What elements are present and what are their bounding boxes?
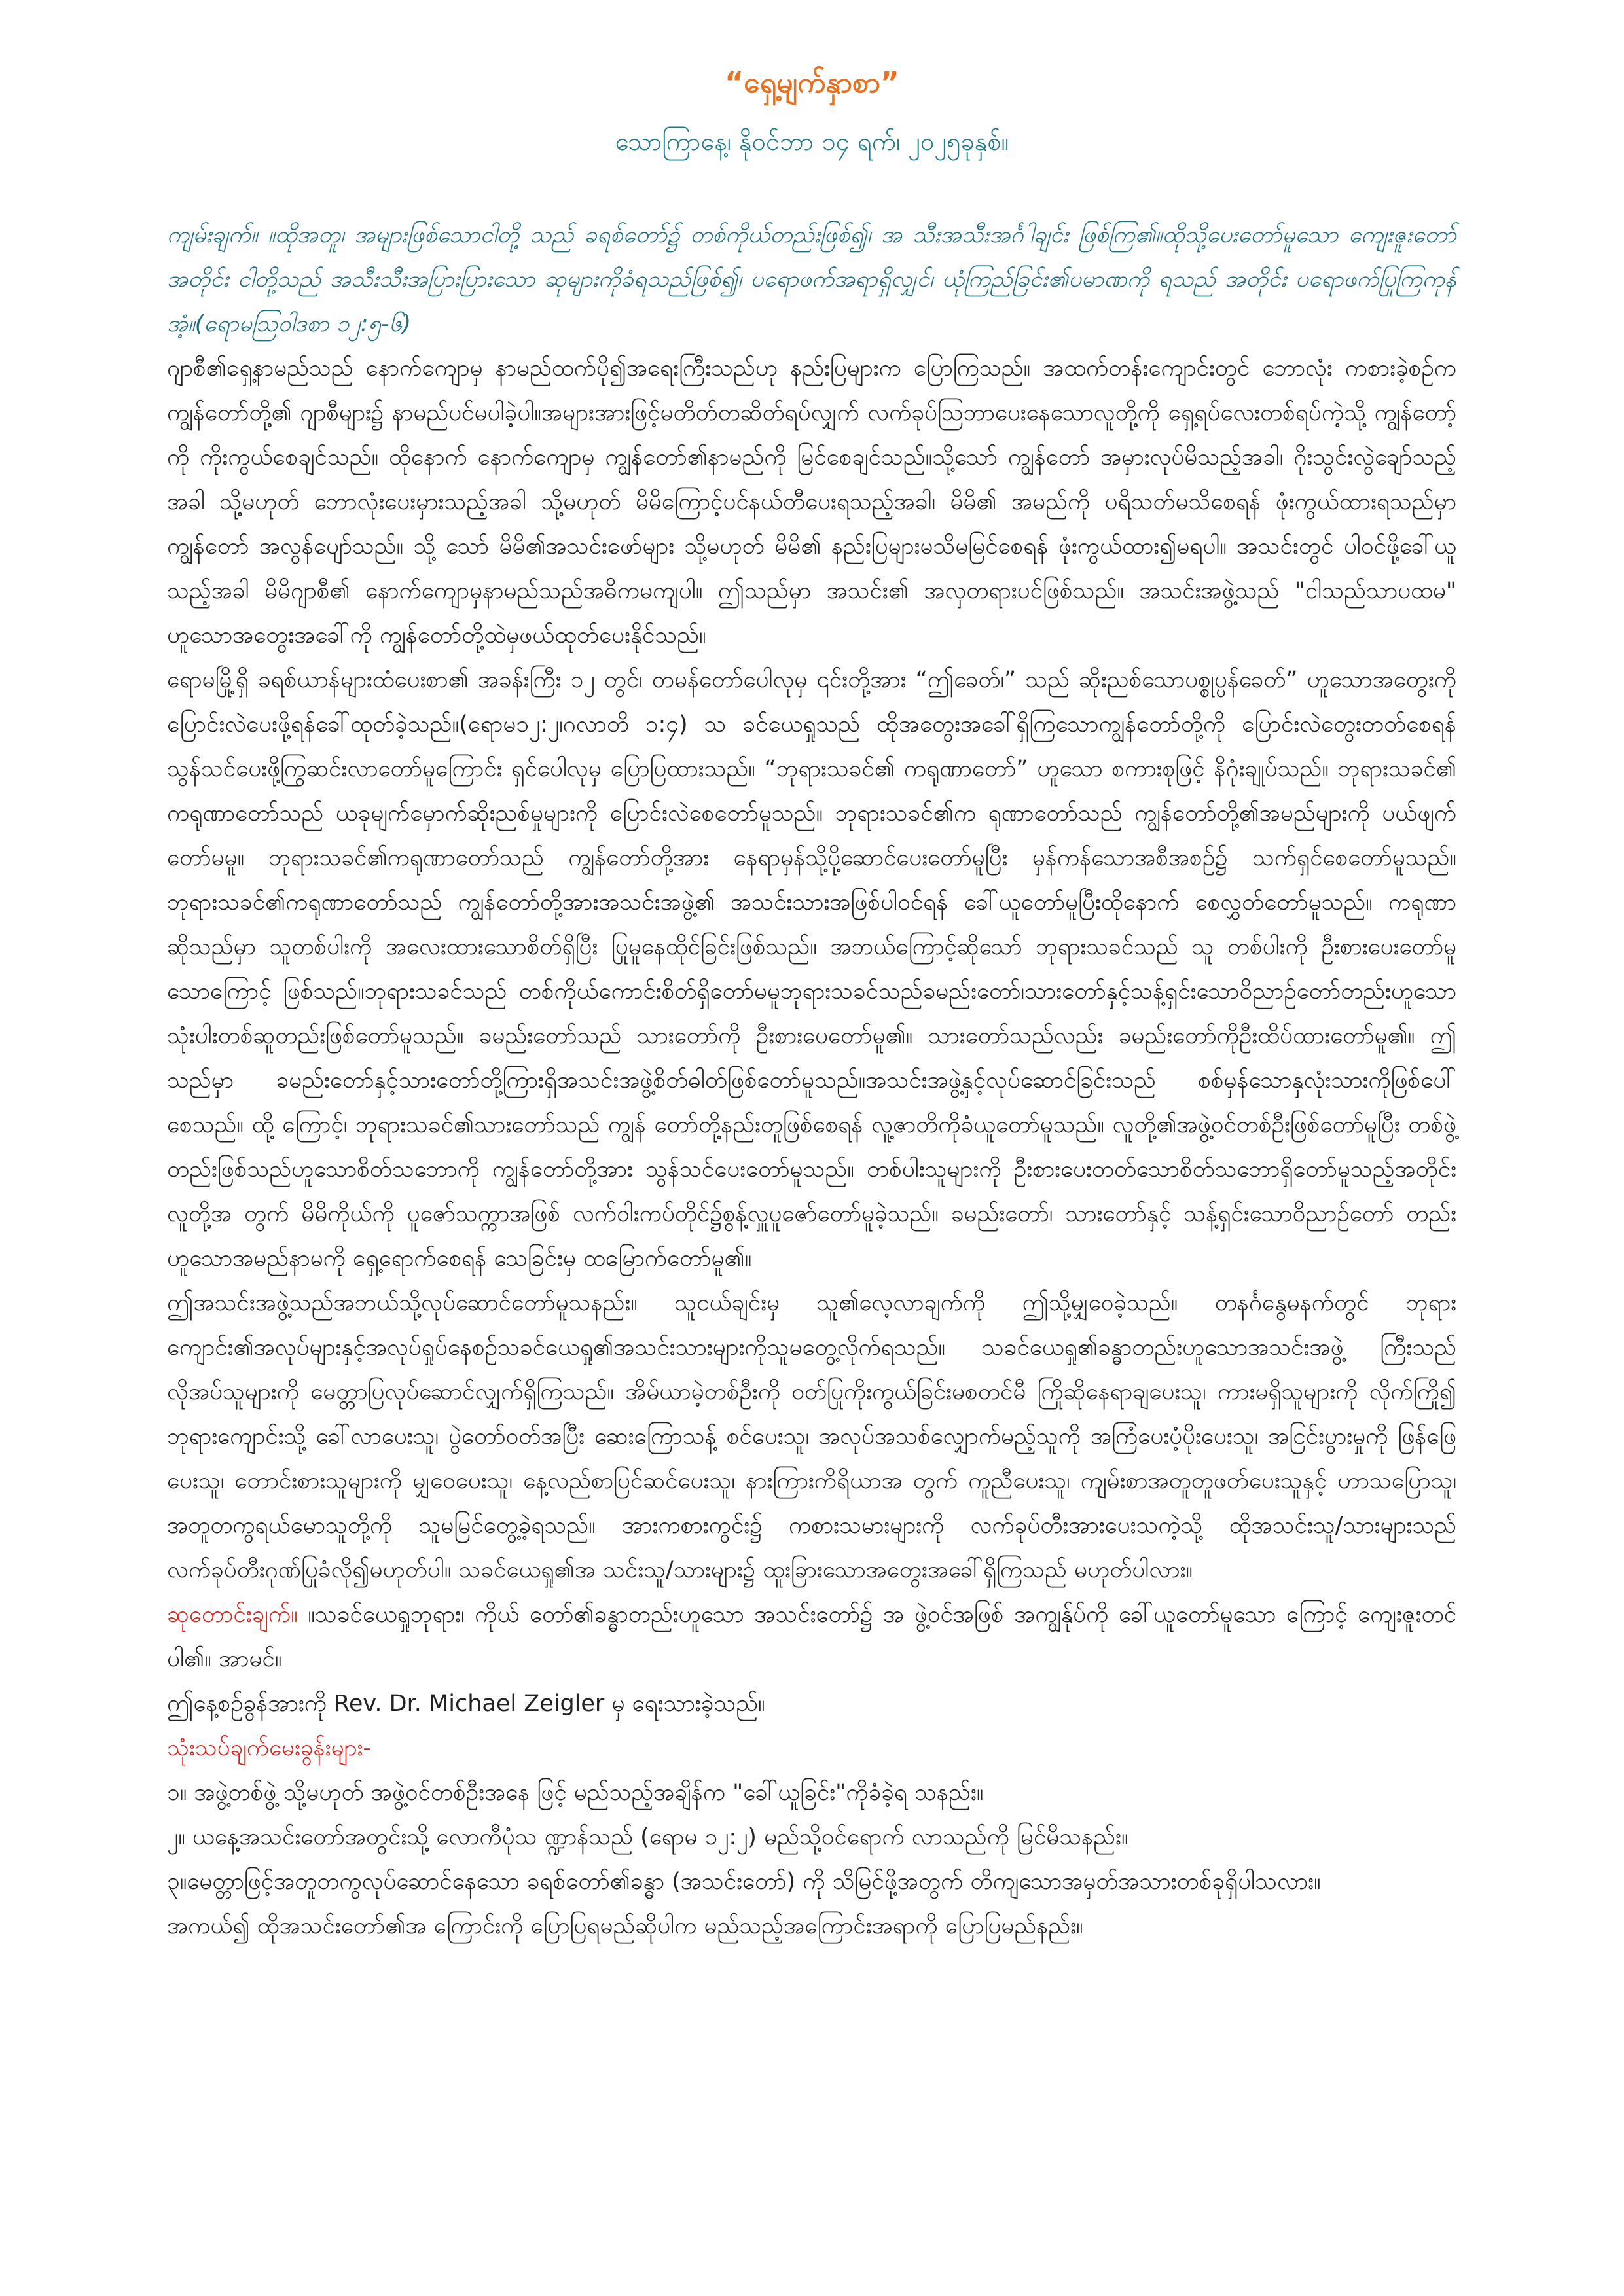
questions-title: သုံးသပ်ချက်မေးခွန်းများ- [167,1735,372,1761]
body-paragraph-1: ဂျာစီ၏ရှေ့နာမည်သည် နောက်ကျောမှ နာမည်ထက်ပို၍အရေးကြီးသည်ဟု နည်းပြများက ပြောကြသည်။ အထက်တန်းကျောင်းတွင် ဘောလုံး ကစားခဲ့စဉ်က ကျွန်တော်တို့၏ ဂျာစီများ၌ နာမည်ပင်မပါခဲ့ပါ။အများအားဖြင့်မတိတ်တဆိတ်ရပ်လျှက် လက်ခုပ်သြဘာပေးနေသောလူတို့ကို ရှေ့ရပ်လေးတစ်ရပ်ကဲ့သို့ ကျွန်တော့်ကို ကိုးကွယ်စေချင်သည်။ ထိုနောက် နောက်ကျောမှ ကျွန်တော်၏နာမည်ကို မြင်စေချင်သည်။သို့သော် ကျွန်တော် အမှားလုပ်မိသည့်အခါ၊ ဂိုးသွင်းလွဲချော်သည့်အခါ သို့မဟုတ် ဘောလုံးပေးမှားသည့်အခါ သို့မဟုတ် မိမိကြောင့်ပင်နယ်တီပေးရသည့်အခါ၊ မိမိ၏ အမည်ကို ပရိသတ်မသိစေရန် ဖုံးကွယ်ထားရသည်မှာ ကျွန်တော် အလွန်ပျော်သည်။ သို့ သော် မိမိ၏အသင်းဖော်များ သို့မဟုတ် မိမိ၏ နည်းပြများမသိမမြင်စေရန် ဖုံးကွယ်ထား၍မရပါ။ အသင်းတွင် ပါဝင်ဖို့ခေါ်ယူသည့်အခါ မိမိဂျာစီ၏ နောက်ကျောမှနာမည်သည်အဓိကမကျပါ။ ဤသည်မှာ အသင်း၏ အလှတရားပင်ဖြစ်သည်။ အသင်းအဖွဲ့သည် "ငါသည်သာပထမ" ဟူသောအတွေးအခေါ်ကို ကျွန်တော်တို့ထဲမှဖယ်ထုတ်ပေးနိုင်သည်။ [167,355,1456,649]
scripture-verse: ကျမ်းချက်။ ။ထိုအတူ၊ အများဖြစ်သောငါတို့ သည် ခရစ်တော်၌ တစ်ကိုယ်တည်းဖြစ်၍၊ အ သီးအသီးအင်္ဂါချင်း ဖြစ်ကြ၏။ထိုသို့ပေးတော်မူသော ကျေးဇူးတော်အတိုင်း ငါတို့သည် အသီးသီးအပြားပြားသော ဆုများကိုခံရသည်ဖြစ်၍၊ ပရောဖက်အရာရှိလျှင်၊ ယုံကြည်ခြင်း၏ပမာဏကို ရသည် အတိုင်း ပရောဖက်ပြုကြကုန်အံ့။(ရောမသြဝါဒစာ ၁၂:၅-၆) [167,222,1456,337]
prayer-text: ။သခင်ယေရှုဘုရား၊ ကိုယ် တော်၏ခန္ဓာတည်းဟူသော အသင်းတော်၌ အ ဖွဲ့ဝင်အဖြစ် အကျွန်ုပ်ကို ခေါ်ယူတော်မူသော ကြောင့် ကျေးဇူးတင်ပါ၏။ အာမင်။ [167,1602,1456,1672]
question-3: ၃။မေတ္တာဖြင့်အတူတကွလုပ်ဆောင်နေသော ခရစ်တော်၏ခန္ဓာ (အသင်းတော်) ကို သိမြင်ဖို့အတွက် တိကျသောအမှတ်အသားတစ်ခုရှိပါသလား။ [167,1869,1321,1895]
page-date: သောကြာနေ့၊ နိုဝင်ဘာ ၁၄ ရက်၊ ၂၀၂၅ခုနှစ်။ [615,127,1009,156]
prayer-label: ဆုတောင်းချက်။ [167,1602,298,1628]
question-1: ၁။ အဖွဲ့တစ်ဖွဲ့ သို့မဟုတ် အဖွဲ့ဝင်တစ်ဦးအနေ ဖြင့် မည်သည့်အချိန်က "ခေါ်ယူခြင်း"ကိုခံခဲ့ရ သနည်း။ [167,1780,984,1806]
body-paragraph-2: ရောမမြို့ရှိ ခရစ်ယာန်များထံပေးစာ၏ အခန်းကြီး ၁၂ တွင်၊ တမန်တော်ပေါလုမှ ၎င်းတို့အား “ဤခေတ်၊” သည် ဆိုးညစ်သောပစ္စုပ္ပန်ခေတ်” ဟူသောအတွေးကိုပြောင်းလဲပေးဖို့ရန်ခေါ်ထုတ်ခဲ့သည်။(ရောမ၁၂:၂၊ဂလာတိ ၁:၄) သ ခင်ယေရှုသည် ထိုအတွေးအခေါ်ရှိကြသောကျွန်တော်တို့ကို ပြောင်းလဲတွေးတတ်စေရန် သွန်သင်ပေးဖို့ကြွဆင်းလာတော်မူကြောင်း ရှင်ပေါလုမှ ပြောပြထားသည်။ “ဘုရားသခင်၏ ကရုဏာတော်” ဟူသော စကားစုဖြင့် နိဂုံးချုပ်သည်။ ဘုရားသခင်၏ ကရုဏာတော်သည် ယခုမျက်မှောက်ဆိုးညစ်မှုများကို ပြောင်းလဲစေတော်မူသည်။ ဘုရားသခင်၏က ရုဏာတော်သည် ကျွန်တော်တို့၏အမည်များကို ပယ်ဖျက်တော်မမူ။ ဘုရားသခင်၏ကရုဏာတော်သည် ကျွန်တော်တို့အား နေရာမှန်သို့ပို့ဆောင်ပေးတော်မူပြီး မှန်ကန်သောအစီအစဉ်၌ သက်ရှင်စေတော်မူသည်။ ဘုရားသခင်၏ကရုဏာတော်သည် ကျွန်တော်တို့အားအသင်းအဖွဲ့၏ အသင်းသားအဖြစ်ပါဝင်ရန် ခေါ်ယူတော်မူပြီးထိုနောက် စေလွှတ်တော်မူသည်။ ကရုဏာဆိုသည်မှာ သူတစ်ပါးကို အလေးထားသောစိတ်ရှိပြီး ပြုမူနေထိုင်ခြင်းဖြစ်သည်။ အဘယ်ကြောင့်ဆိုသော် ဘုရားသခင်သည် သူ တစ်ပါးကို ဦးစားပေးတော်မူသောကြောင့် ဖြစ်သည်။ဘုရားသခင်သည် တစ်ကိုယ်ကောင်းစိတ်ရှိတော်မမူဘုရားသခင်သည်ခမည်းတော်၊သားတော်နှင့်သန့်ရှင်းသောဝိညာဉ်တော်တည်းဟူသောသုံးပါးတစ်ဆူတည်းဖြစ်တော်မူသည်။ ခမည်းတော်သည် သားတော်ကို ဦးစားပေတော်မူ၏။ သားတော်သည်လည်း ခမည်းတော်ကိုဦးထိပ်ထားတော်မူ၏။ ဤသည်မှာ ခမည်းတော်နှင့်သားတော်တို့ကြားရှိအသင်းအဖွဲ့စိတ်ဓါတ်ဖြစ်တော်မူသည်။အသင်းအဖွဲ့နှင့်လုပ်ဆောင်ခြင်းသည် စစ်မှန်သောနှလုံးသားကိုဖြစ်ပေါ်စေသည်။ ထို့ ကြောင့်၊ ဘုရားသခင်၏သားတော်သည် ကျွန် တော်တို့နည်းတူဖြစ်စေရန် လူ့ဇာတိကိုခံယူတော်မူသည်။ လူတို့၏အဖွဲ့ဝင်တစ်ဦးဖြစ်တော်မူပြီး တစ်ဖွဲ့တည်းဖြစ်သည်ဟူသောစိတ်သဘောကို ကျွန်တော်တို့အား သွန်သင်ပေးတော်မူသည်။ တစ်ပါးသူများကို ဦးစားပေးတတ်သောစိတ်သဘောရှိတော်မူသည့်အတိုင်း လူတို့အ တွက် မိမိကိုယ်ကို ပူဇော်သက္ကာအဖြစ် လက်ဝါးကပ်တိုင်၌စွန့်လှူပူဇော်တော်မူခဲ့သည်။ ခမည်းတော်၊ သားတော်နှင့် သန့်ရှင်းသောဝိညာဉ်တော် တည်းဟူသောအမည်နာမကို ရှေ့ရောက်စေရန် သေခြင်းမှ ထမြောက်တော်မူ၏။ [167,667,1456,1272]
body-paragraph-3: ဤအသင်းအဖွဲ့သည်အဘယ်သို့လုပ်ဆောင်တော်မူသနည်း။ သူငယ်ချင်းမှ သူ၏လေ့လာချက်ကို ဤသို့မျှဝေခဲ့သည်။ တနင်္ဂနွေမနက်တွင် ဘုရားကျောင်း၏အလုပ်များနှင့်အလုပ်ရှုပ်နေစဉ်သခင်ယေရှု၏အသင်းသားများကိုသူမတွေ့လိုက်ရသည်။ သခင်ယေရှု၏ခန္ဓာတည်းဟူသောအသင်းအဖွဲ့ ကြီးသည် လိုအပ်သူများကို မေတ္တာပြလုပ်ဆောင်လျှက်ရှိကြသည်။ အိမ်ယာမဲ့တစ်ဦးကို ဝတ်ပြုကိုးကွယ်ခြင်းမစတင်မီ ကြိုဆိုနေရာချပေးသူ၊ ကားမရှိသူများကို လိုက်ကြို၍ ဘုရားကျောင်းသို့ ခေါ်လာပေးသူ၊ ပွဲတော်ဝတ်အပြီး ဆေးကြောသန့် စင်ပေးသူ၊ အလုပ်အသစ်လျှောက်မည့်သူကို အကြံပေးပံ့ပိုးပေးသူ၊ အငြင်းပွားမှုကို ဖြန်ဖြေပေးသူ၊ တောင်းစားသူများကို မျှဝေပေးသူ၊ နေ့လည်စာပြင်ဆင်ပေးသူ၊ နားကြားကိရိယာအ တွက် ကူညီပေးသူ၊ ကျမ်းစာအတူတူဖတ်ပေးသူနှင့် ဟာသပြောသူ၊ အတူတကွရယ်မောသူတို့ကို သူမမြင်တွေ့ခဲ့ရသည်။ အားကစားကွင်း၌ ကစားသမားများကို လက်ခုပ်တီးအားပေးသကဲ့သို့ ထိုအသင်းသူ/သားများသည် လက်ခုပ်တီးဂုဏ်ပြုခံလို၍မဟုတ်ပါ။ သခင်ယေရှု၏အ သင်းသူ/သားများ၌ ထူးခြားသောအတွေးအခေါ်ရှိကြသည် မဟုတ်ပါလား။ [167,1290,1456,1583]
devotional-body [167,213,1456,1948]
author-credit: ဤနေ့စဉ်ခွန်အားကို Rev. Dr. Michael Zeigler မှ ရေးသားခဲ့သည်။ [167,1691,765,1717]
page-title: “ရှေ့မျက်နှာစာ” [725,66,899,99]
question-2: ၂။ ယနေ့အသင်းတော်အတွင်းသို့ လောကီပုံသ ဏ္ဍာန်သည် (ရောမ ၁၂:၂) မည်သို့ဝင်ရောက် လာသည်ကို မြင်မိသနည်း။ [167,1824,1128,1850]
prayer [167,1592,1456,1681]
question-3-continued: အကယ်၍ ထိုအသင်းတော်၏အ ကြောင်းကို ပြောပြရမည်ဆိုပါက မည်သည့်အကြောင်းအရာကို ပြောပြမည်နည်း။ [167,1913,1083,1939]
